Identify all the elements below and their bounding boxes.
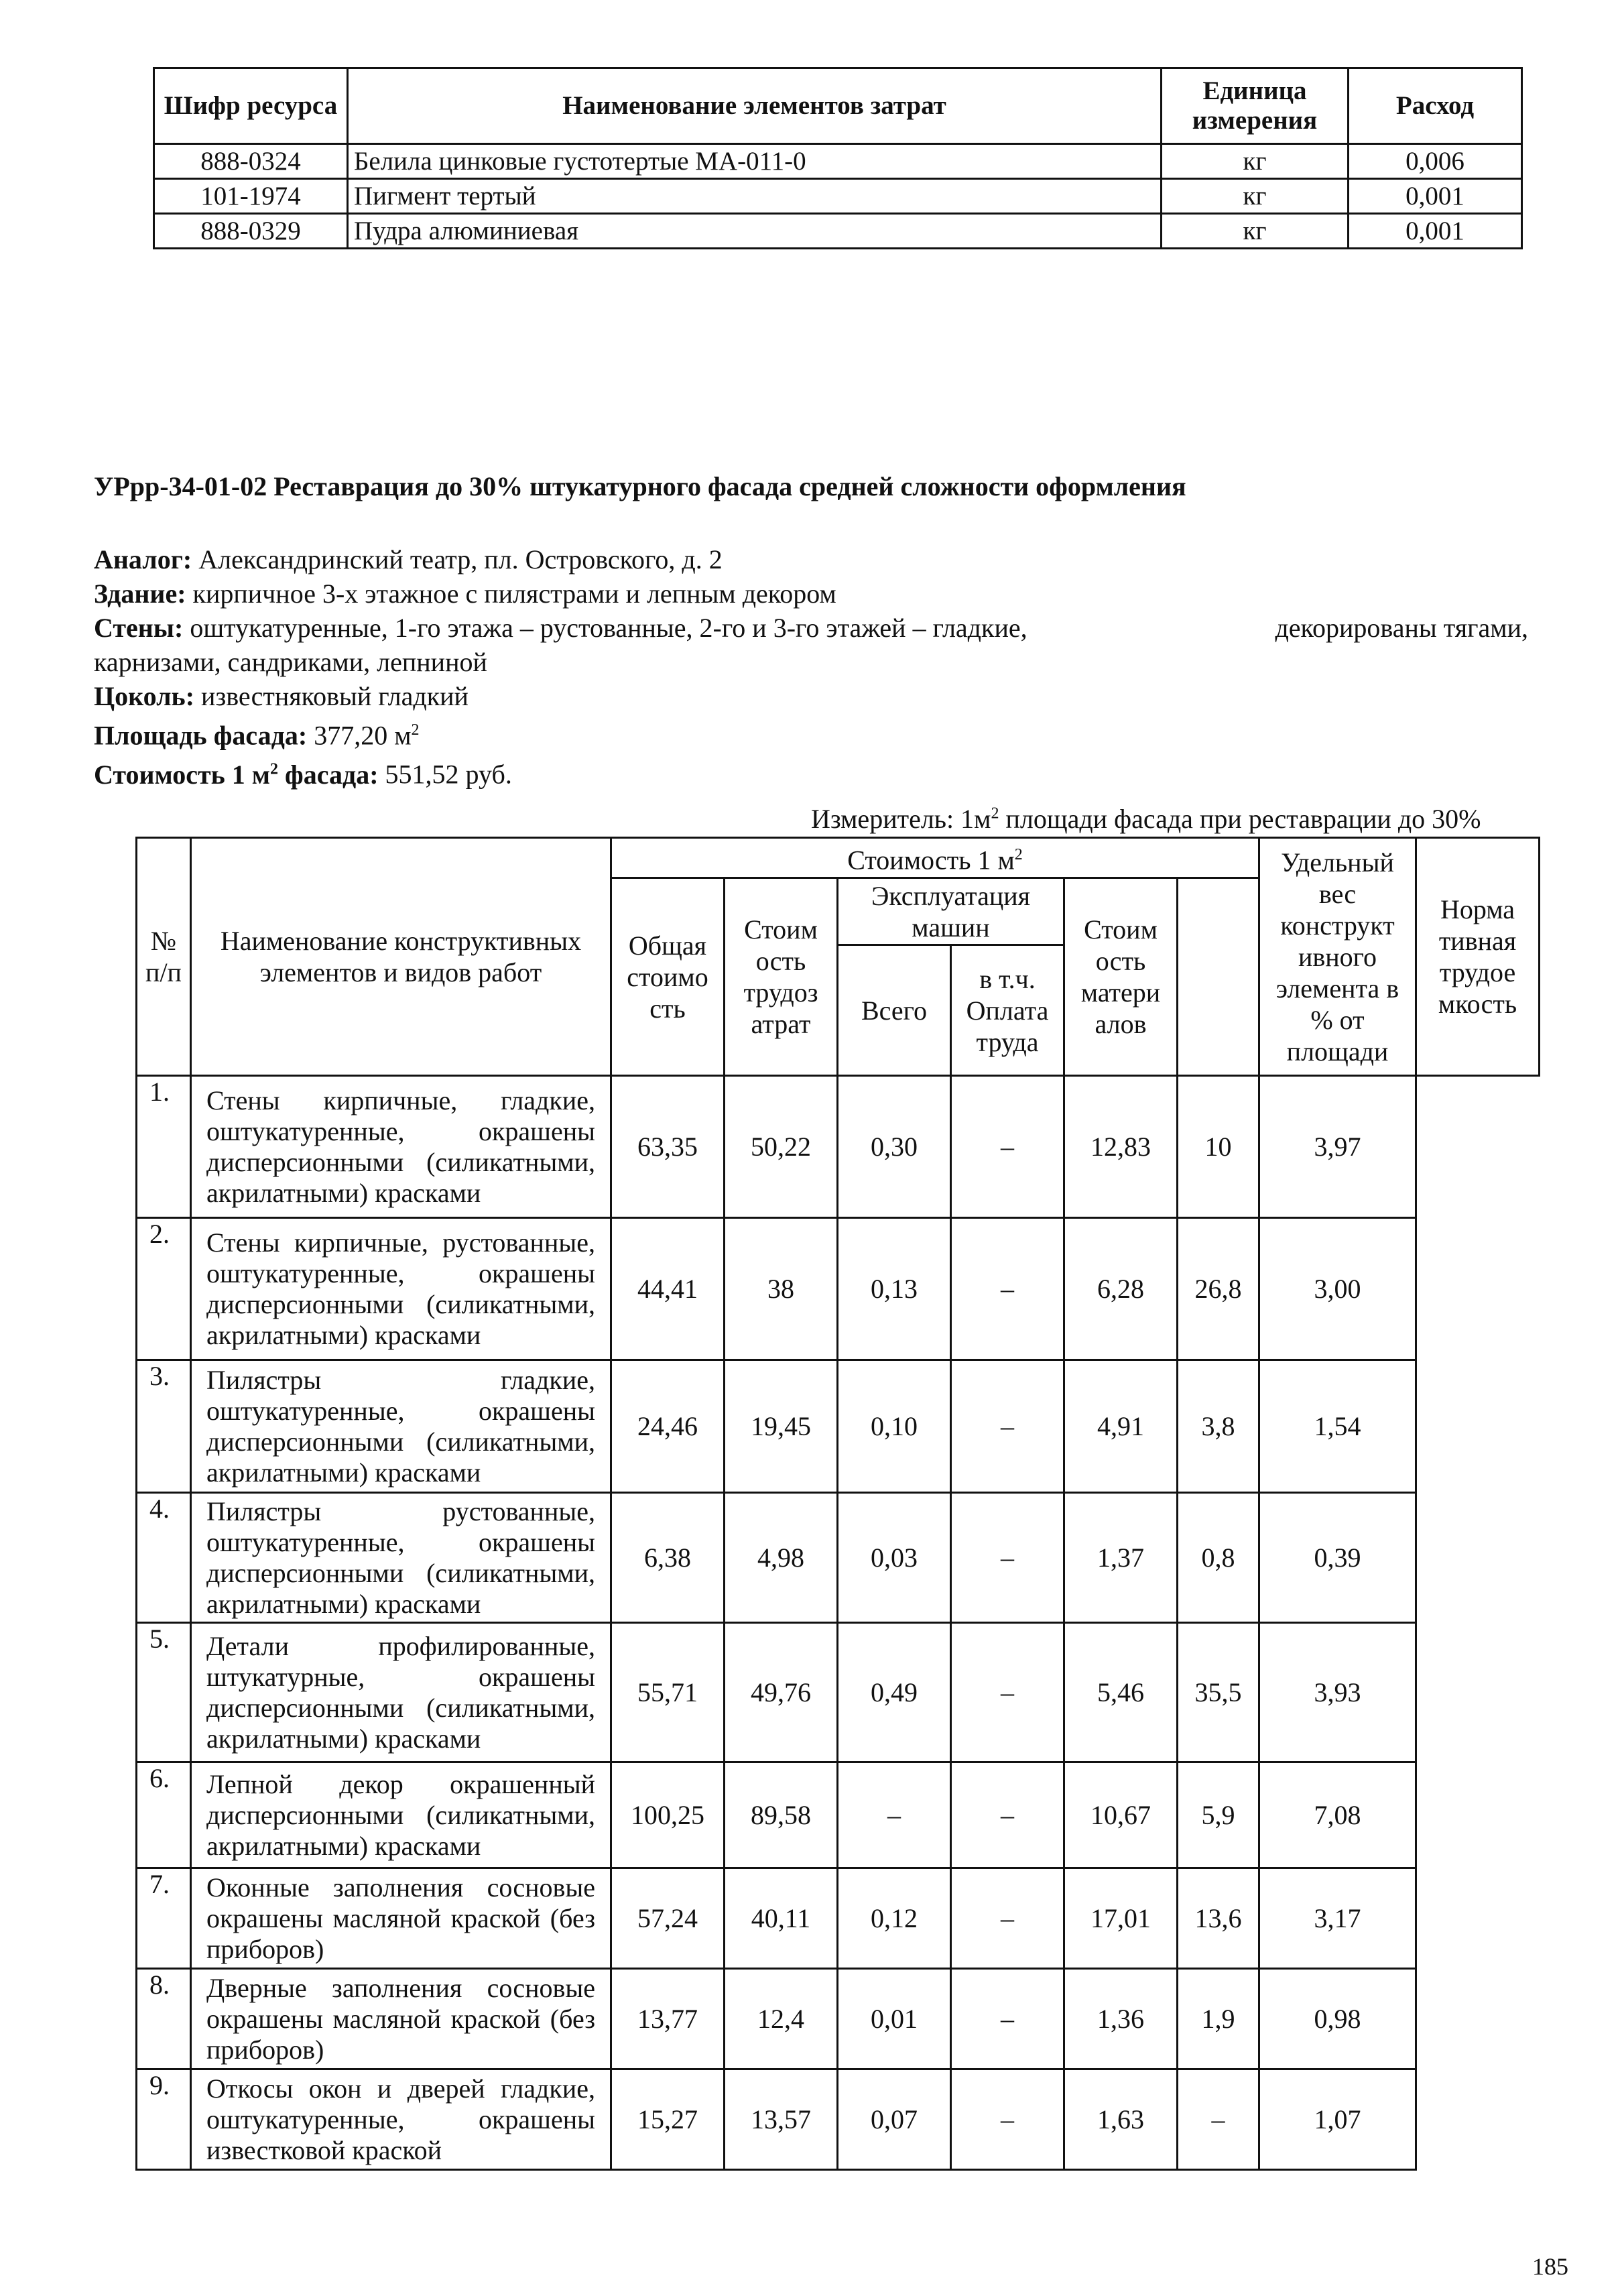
resources-body <box>154 144 1522 249</box>
row-machines-cost: 0,12 <box>838 1868 951 1969</box>
row-labor-cost: 38 <box>725 1218 838 1360</box>
row-norm: 3,17 <box>1259 1868 1416 1969</box>
cost-row <box>137 2069 1540 2170</box>
cost-table <box>135 837 1540 2171</box>
cost-row <box>137 1623 1540 1762</box>
row-machines-pay: – <box>951 1360 1064 1493</box>
row-total-cost: 44,41 <box>611 1218 725 1360</box>
header-cost-group-sup: 2 <box>1014 846 1023 864</box>
row-number: 4. <box>137 1493 191 1623</box>
walls-value-3: карнизами, сандриками, лепниной <box>94 647 487 677</box>
section-title: УРрр-34-01-02 Реставрация до 30% штукатурного фасада средней сложности оформления <box>94 471 1186 501</box>
cost-row <box>137 1493 1540 1623</box>
row-materials-cost: 17,01 <box>1064 1868 1178 1969</box>
header-cost-element-name: Наименование элементов затрат <box>348 68 1162 144</box>
row-norm: 7,08 <box>1259 1762 1416 1868</box>
area-value: 377,20 м <box>314 720 412 751</box>
row-total-cost: 63,35 <box>611 1076 725 1218</box>
header-norm: Норма тивная трудое мкость <box>1416 838 1540 1076</box>
row-total-cost: 57,24 <box>611 1868 725 1969</box>
row-machines-cost: 0,01 <box>838 1969 951 2069</box>
cost-row <box>137 1218 1540 1360</box>
header-labor-cost: Стоим ость трудоз атрат <box>725 878 838 1076</box>
row-labor-cost: 50,22 <box>725 1076 838 1218</box>
cost-table-body <box>137 1076 1540 2170</box>
row-norm: 3,97 <box>1259 1076 1416 1218</box>
resource-code: 888-0329 <box>154 214 348 249</box>
row-materials-cost: 12,83 <box>1064 1076 1178 1218</box>
resource-row <box>154 144 1522 179</box>
row-materials-cost: 6,28 <box>1064 1218 1178 1360</box>
row-norm: 0,98 <box>1259 1969 1416 2069</box>
resource-consumption: 0,001 <box>1349 214 1522 249</box>
row-machines-cost: 0,07 <box>838 2069 951 2170</box>
row-total-cost: 15,27 <box>611 2069 725 2170</box>
resources-table <box>153 67 1523 249</box>
row-norm: 3,00 <box>1259 1218 1416 1360</box>
row-share: – <box>1178 2069 1259 2170</box>
header-cost-group-text: Стоимость 1 м <box>847 845 1015 875</box>
row-machines-cost: 0,03 <box>838 1493 951 1623</box>
cost-row <box>137 1076 1540 1218</box>
unit-cost-value: 551,52 руб. <box>385 759 512 790</box>
row-share: 10 <box>1178 1076 1259 1218</box>
unit-cost-label-a: Стоимость 1 м <box>94 759 271 790</box>
row-element-name: Оконные заполнения сосновые окрашены масляной краской (без приборов) <box>191 1868 611 1969</box>
row-norm: 3,93 <box>1259 1623 1416 1762</box>
header-unit: Единица измерения <box>1162 68 1349 144</box>
row-share: 13,6 <box>1178 1868 1259 1969</box>
plinth-label: Цоколь: <box>94 681 195 711</box>
row-element-name: Дверные заполнения сосновые окрашены масляной краской (без приборов) <box>191 1969 611 2069</box>
row-materials-cost: 10,67 <box>1064 1762 1178 1868</box>
row-labor-cost: 89,58 <box>725 1762 838 1868</box>
row-machines-cost: 0,13 <box>838 1218 951 1360</box>
resource-consumption: 0,001 <box>1349 179 1522 214</box>
resource-unit: кг <box>1162 179 1349 214</box>
plinth-value: известняковый гладкий <box>201 681 469 711</box>
header-total-cost: Общая стоимо сть <box>611 878 725 1076</box>
row-machines-pay: – <box>951 1762 1064 1868</box>
cost-row <box>137 1360 1540 1493</box>
row-materials-cost: 1,36 <box>1064 1969 1178 2069</box>
analog-label: Аналог: <box>94 544 192 575</box>
header-cost-group <box>611 838 1259 878</box>
walls-label: Стены: <box>94 613 184 643</box>
header-materials-cost: Стоим ость матери алов <box>1064 878 1178 1076</box>
row-machines-pay: – <box>951 1076 1064 1218</box>
row-labor-cost: 19,45 <box>725 1360 838 1493</box>
resource-code: 101-1974 <box>154 179 348 214</box>
row-share: 3,8 <box>1178 1360 1259 1493</box>
measure-sup: 2 <box>991 804 999 823</box>
row-total-cost: 24,46 <box>611 1360 725 1493</box>
row-element-name: Пилястры рустованные, оштукатуренные, окрашены дисперсионными (силикатными, акрилатными) красками <box>191 1493 611 1623</box>
row-share: 26,8 <box>1178 1218 1259 1360</box>
walls-value-2: декорированы тягами, <box>1275 613 1528 643</box>
row-materials-cost: 4,91 <box>1064 1360 1178 1493</box>
row-materials-cost: 1,63 <box>1064 2069 1178 2170</box>
row-element-name: Пилястры гладкие, оштукатуренные, окрашены дисперсионными (силикатными, акрилатными) красками <box>191 1360 611 1493</box>
cost-header-row-1 <box>137 838 1540 878</box>
cost-row <box>137 1762 1540 1868</box>
row-labor-cost: 40,11 <box>725 1868 838 1969</box>
resource-name: Белила цинковые густотертые МА-011-0 <box>348 144 1162 179</box>
measure-line <box>811 803 1481 835</box>
unit-cost-label-b: фасада: <box>278 759 379 790</box>
cost-row <box>137 1969 1540 2069</box>
building-line <box>94 577 1528 611</box>
row-machines-pay: – <box>951 1868 1064 1969</box>
area-sup: 2 <box>411 721 420 739</box>
plinth-line <box>94 679 1528 713</box>
resource-code: 888-0324 <box>154 144 348 179</box>
row-total-cost: 55,71 <box>611 1623 725 1762</box>
row-number: 2. <box>137 1218 191 1360</box>
header-num: № п/п <box>137 838 191 1076</box>
row-labor-cost: 13,57 <box>725 2069 838 2170</box>
header-machines: Эксплуатация машин <box>838 878 1064 945</box>
row-number: 6. <box>137 1762 191 1868</box>
row-norm: 0,39 <box>1259 1493 1416 1623</box>
row-number: 5. <box>137 1623 191 1762</box>
row-element-name: Детали профилированные, штукатурные, окрашены дисперсионными (силикатными, акрилатными) красками <box>191 1623 611 1762</box>
area-line <box>94 713 1528 752</box>
resource-consumption: 0,006 <box>1349 144 1522 179</box>
row-machines-pay: – <box>951 1493 1064 1623</box>
cost-row <box>137 1868 1540 1969</box>
row-share: 5,9 <box>1178 1762 1259 1868</box>
row-machines-pay: – <box>951 1623 1064 1762</box>
row-machines-pay: – <box>951 2069 1064 2170</box>
header-machines-all: Всего <box>838 945 951 1076</box>
row-labor-cost: 12,4 <box>725 1969 838 2069</box>
building-value: кирпичное 3-х этажное с пилястрами и лепным декором <box>192 579 836 609</box>
resources-header-row <box>154 68 1522 144</box>
area-label: Площадь фасада: <box>94 720 308 751</box>
header-machines-pay: в т.ч. Оплата труда <box>951 945 1064 1076</box>
unit-cost-label-sup: 2 <box>270 760 279 778</box>
header-resource-code: Шифр ресурса <box>154 68 348 144</box>
unit-cost-line <box>94 752 1528 791</box>
analog-value: Александринский театр, пл. Островского, д. 2 <box>198 544 723 575</box>
row-share: 35,5 <box>1178 1623 1259 1762</box>
row-number: 7. <box>137 1868 191 1969</box>
row-materials-cost: 5,46 <box>1064 1623 1178 1762</box>
walls-line <box>94 611 1528 645</box>
resource-unit: кг <box>1162 144 1349 179</box>
row-element-name: Лепной декор окрашенный дисперсионными (силикатными, акрилатными) красками <box>191 1762 611 1868</box>
row-number: 3. <box>137 1360 191 1493</box>
row-labor-cost: 49,76 <box>725 1623 838 1762</box>
building-label: Здание: <box>94 579 186 609</box>
row-machines-cost: 0,30 <box>838 1076 951 1218</box>
row-total-cost: 6,38 <box>611 1493 725 1623</box>
row-element-name: Откосы окон и дверей гладкие, оштукатуренные, окрашены известковой краской <box>191 2069 611 2170</box>
header-consumption: Расход <box>1349 68 1522 144</box>
resource-unit: кг <box>1162 214 1349 249</box>
row-machines-cost: – <box>838 1762 951 1868</box>
row-materials-cost: 1,37 <box>1064 1493 1178 1623</box>
section-info <box>94 469 1528 792</box>
row-number: 1. <box>137 1076 191 1218</box>
row-total-cost: 100,25 <box>611 1762 725 1868</box>
resource-name: Пудра алюминиевая <box>348 214 1162 249</box>
row-element-name: Стены кирпичные, гладкие, оштукатуренные, окрашены дисперсионными (силикатными, акрилатными) красками <box>191 1076 611 1218</box>
row-labor-cost: 4,98 <box>725 1493 838 1623</box>
header-share: Удельный вес конструкт ивного элемента в % от площади <box>1259 838 1416 1076</box>
row-norm: 1,54 <box>1259 1360 1416 1493</box>
resource-name: Пигмент тертый <box>348 179 1162 214</box>
analog-line <box>94 542 1528 577</box>
page-number: 185 <box>1532 2253 1568 2280</box>
row-machines-cost: 0,49 <box>838 1623 951 1762</box>
measure-text-a: Измеритель: 1м <box>811 804 991 834</box>
row-norm: 1,07 <box>1259 2069 1416 2170</box>
row-machines-pay: – <box>951 1969 1064 2069</box>
row-total-cost: 13,77 <box>611 1969 725 2069</box>
header-element-name: Наименование конструктивных элементов и видов работ <box>191 838 611 1076</box>
row-number: 9. <box>137 2069 191 2170</box>
row-number: 8. <box>137 1969 191 2069</box>
resource-row <box>154 179 1522 214</box>
measure-text-b: площади фасада при реставрации до 30% <box>999 804 1481 834</box>
row-element-name: Стены кирпичные, рустованные, оштукатуренные, окрашены дисперсионными (силикатными, акрилатными) красками <box>191 1218 611 1360</box>
row-share: 1,9 <box>1178 1969 1259 2069</box>
row-machines-pay: – <box>951 1218 1064 1360</box>
walls-value-1: оштукатуренные, 1-го этажа – рустованные, 2-го и 3-го этажей – гладкие, <box>190 613 1027 643</box>
row-share: 0,8 <box>1178 1493 1259 1623</box>
row-machines-cost: 0,10 <box>838 1360 951 1493</box>
resource-row <box>154 214 1522 249</box>
